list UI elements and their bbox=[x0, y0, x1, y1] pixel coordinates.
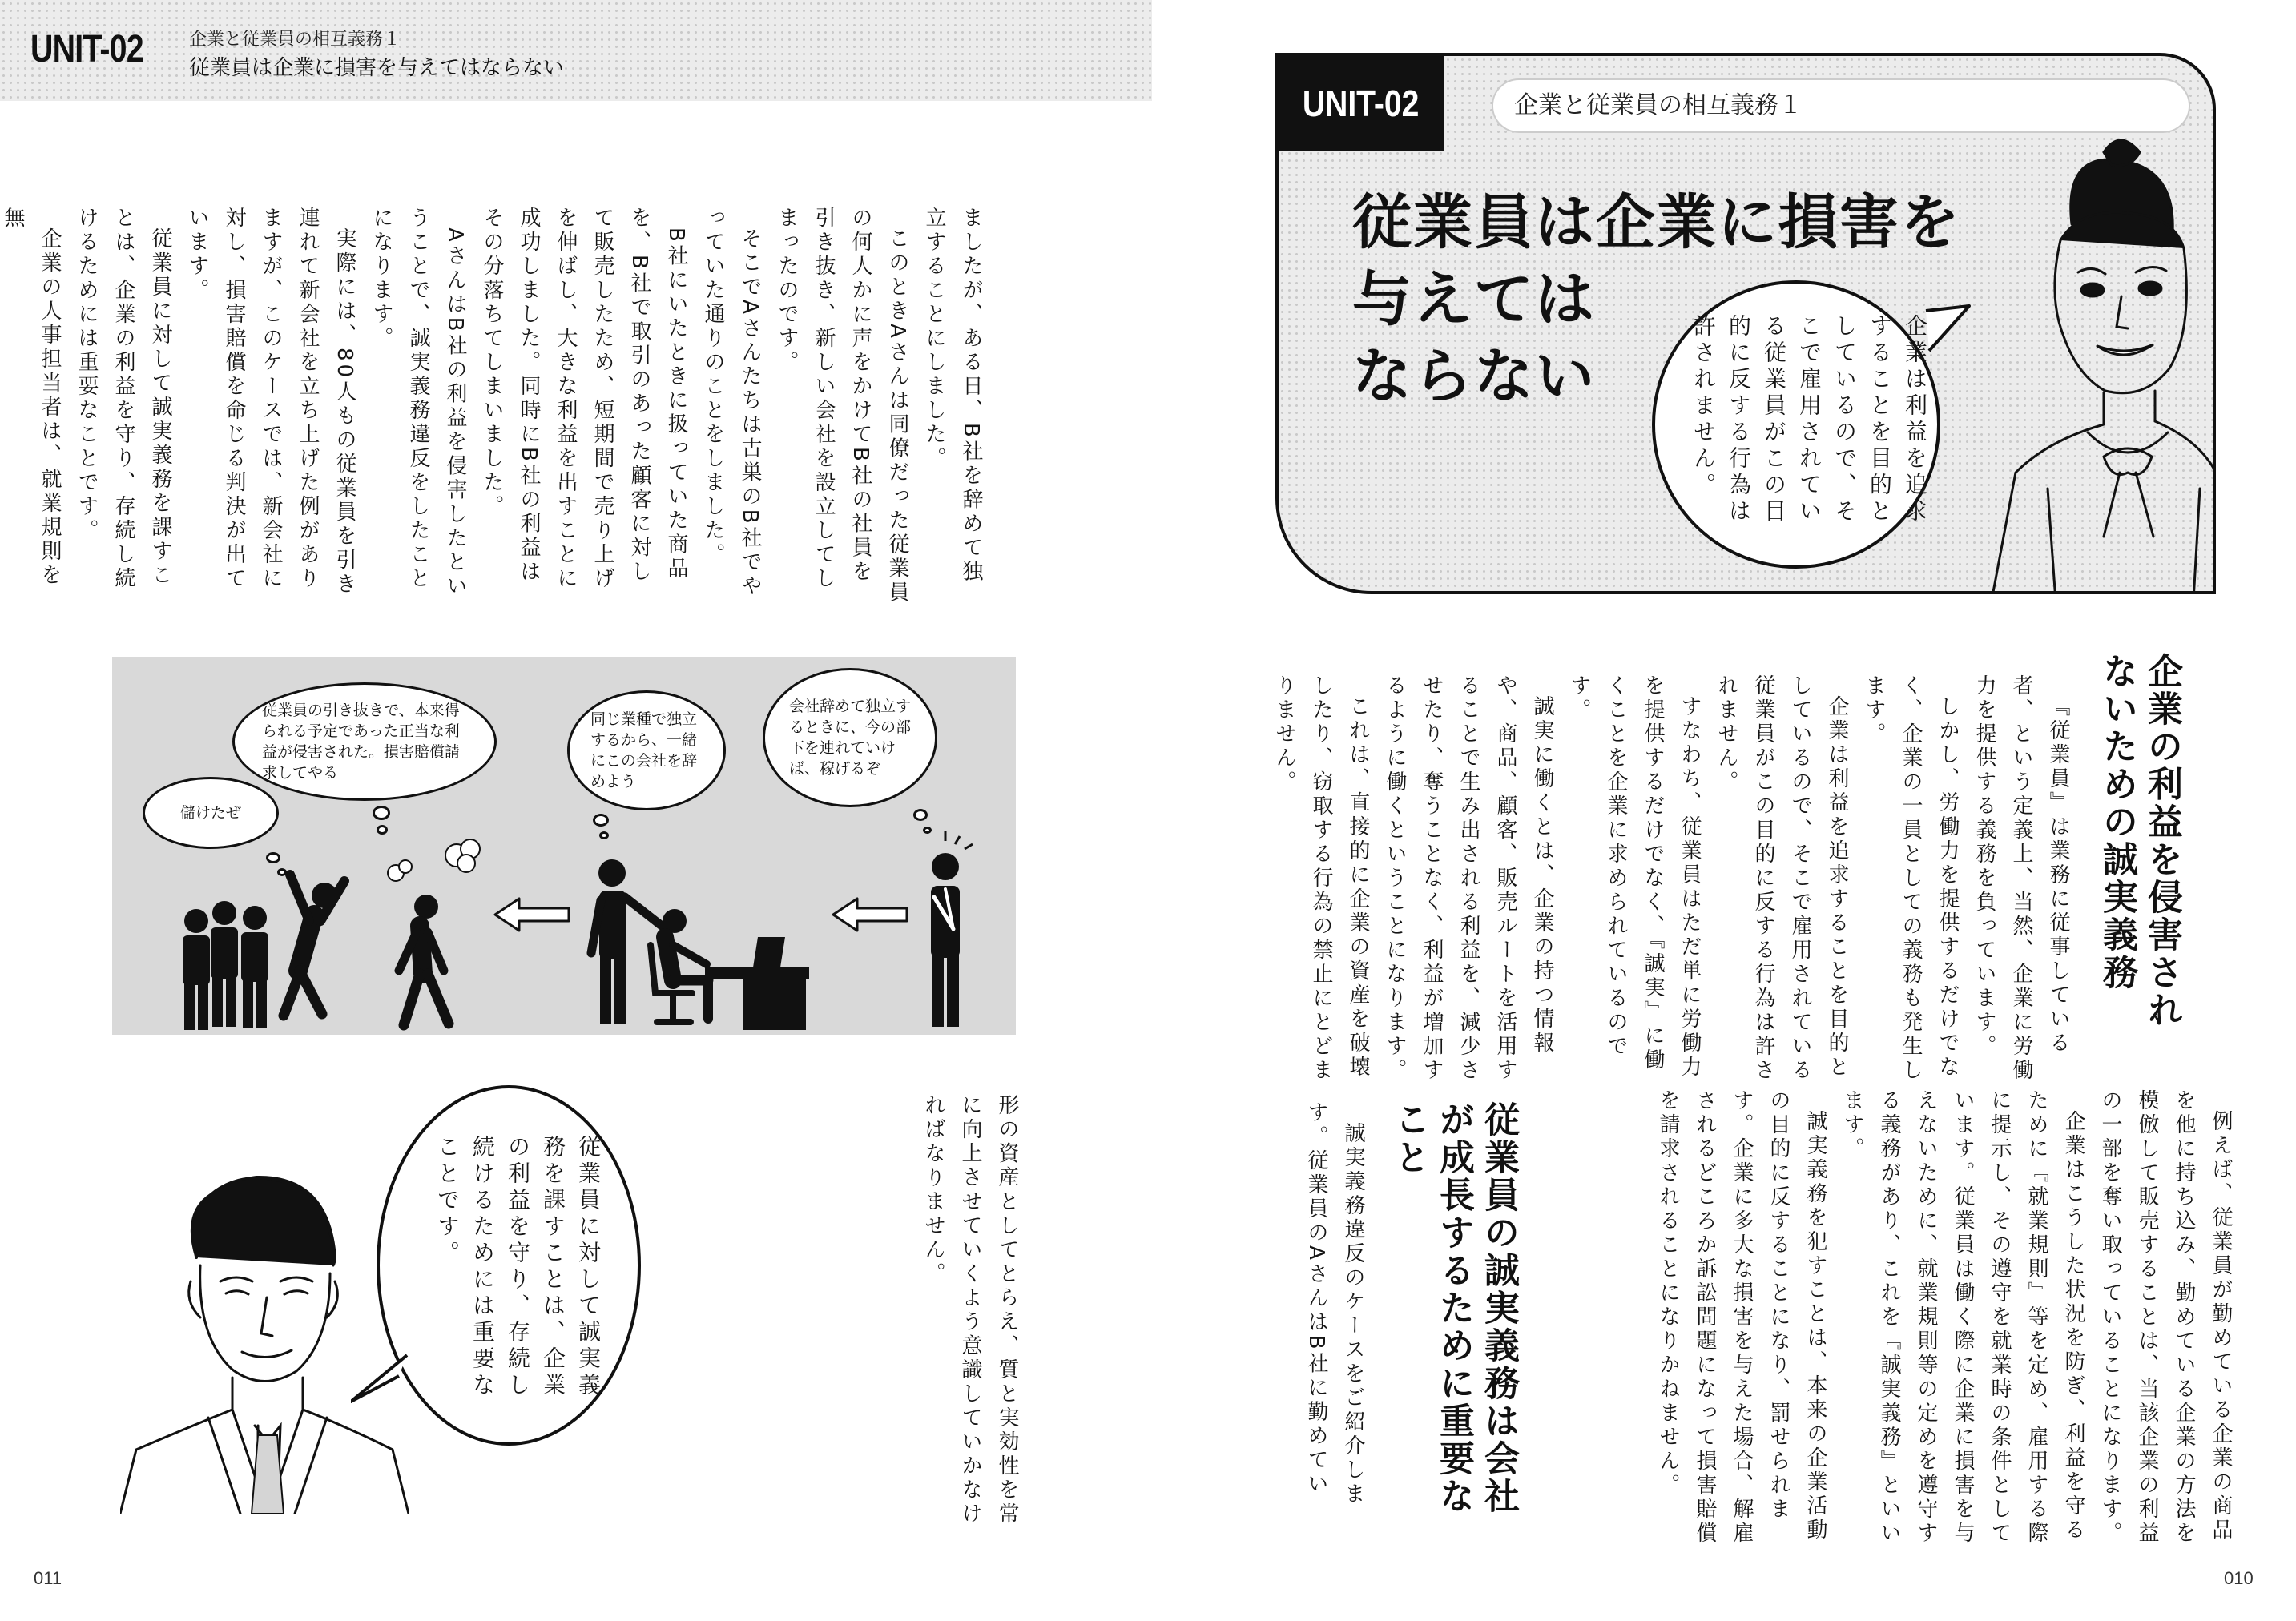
paragraph: 企業の人事担当者は、就業規則を無 bbox=[1, 207, 62, 588]
man-speech-bubble bbox=[377, 1085, 641, 1446]
thought-text: 会社辞めて独立するときに、今の部下を連れていけば、稼げるぞ bbox=[789, 698, 912, 778]
woman-speech-bubble bbox=[1652, 280, 1940, 569]
businessman-illustration bbox=[120, 1137, 409, 1514]
paragraph: 実際には、80人もの従業員を引き連れて新会社を立ち上げた例がありますが、このケースでは、新会社に対し、損害賠償を命じる判決が出ています。 bbox=[185, 207, 356, 597]
paragraph: 企業はこうした状況を防ぎ、利益を守るために『就業規則』等を定め、雇用する際に提示し、その遵守を就業時の条件としています。従業員は働く際に企業に損害を与えないために、就業規則等の定めを遵守する義務があり、これを『誠実義務』といいます。 bbox=[1840, 1089, 2085, 1546]
left-upper-body bbox=[1, 207, 989, 607]
header-subtitle-pill: 企業と従業員の相互義務１ bbox=[1492, 78, 2190, 133]
unit-label: UNIT-02 bbox=[30, 28, 143, 70]
unit-label-block bbox=[1279, 56, 1444, 151]
angry-person-icon bbox=[399, 895, 449, 1025]
section-heading-integrity: 企業の利益を侵害されないための誠実義務 bbox=[2097, 653, 2182, 1029]
paragraph: AさんはB社の利益を侵害したということで、誠実義務違反をしたことになります。 bbox=[369, 207, 467, 599]
thought-text: 従業員の引き抜きで、本来得られる予定であった正当な利益が侵害された。損害賠償請求してやる bbox=[262, 702, 461, 782]
paragraph: 誠実義務違反のケースをご紹介します。従業員のAさんはB社に勤めてい bbox=[1304, 1101, 1365, 1506]
necktie-icon bbox=[252, 1435, 284, 1514]
woman-speech-text: 企業は利益を追求することを目的としているので、そこで雇用されている従業員がこの目的に反する行為は許されません。 bbox=[1690, 314, 1928, 525]
paragraph: しかし、労働力を提供するだけでなく、企業の一員としての義務も発生します。 bbox=[1862, 674, 1960, 1083]
paragraph: このときAさんは同僚だった従業員の何人かに声をかけてB社の社員を引き抜き、新しい会社を設立してしまったのです。 bbox=[775, 207, 909, 605]
section2-body bbox=[1291, 1101, 1372, 1550]
paragraph: 従業員に対して誠実義務を課すことは、企業の利益を守り、存続し続けるためには重要なことです。 bbox=[75, 207, 172, 591]
paragraph: 誠実義務を犯すことは、本来の企業活動の目的に反することになり、罰せられます。企業に多大な損害を与えた場合、解雇されるどころか訴訟問題になって損害賠償を請求されることになりかねません。 bbox=[1656, 1089, 1827, 1546]
bubble-tail bbox=[351, 1354, 415, 1418]
header-subtitle: 企業と従業員の相互義務１ bbox=[189, 30, 401, 50]
page-number-left: 011 bbox=[34, 1568, 62, 1588]
left-page-header bbox=[0, 0, 1152, 101]
title-line: 従業員は企業に損害を bbox=[1352, 188, 1961, 257]
section1-body bbox=[1272, 674, 2076, 1091]
pictograms bbox=[112, 657, 1016, 1035]
title-line: 与えては bbox=[1352, 265, 1596, 334]
anger-puff-icon bbox=[388, 839, 480, 881]
boss-and-worker-icon bbox=[591, 859, 809, 1030]
paragraph: 誠実に働くとは、企業の持つ情報や、商品、顧客、販売ルートを活用することで生み出される利益を、減少させたり、奪うことなく、利益が増加するように働くということになります。 bbox=[1383, 674, 1554, 1083]
bubble-tail bbox=[1923, 303, 1971, 367]
paragraph: B社にいたときに扱っていた商品を、B社で取引のあった顧客に対して販売したため、短期間で売り上げを伸ばし、大きな利益を出すことに成功しました。同時にB社の利益はその分落ちてしまいました。 bbox=[480, 207, 688, 591]
paragraph: すなわち、従業員はただ単に労働力を提供するだけでなく、『誠実』に働くことを企業に求められているのです。 bbox=[1567, 674, 1702, 1080]
arrow-left-icon bbox=[833, 899, 907, 931]
thought-text: 儲けたぜ bbox=[179, 804, 241, 822]
section1-continued-body bbox=[1518, 1089, 2239, 1554]
unit-label: UNIT-02 bbox=[1303, 82, 1420, 124]
title-line: ならない bbox=[1352, 342, 1596, 411]
left-lower-body bbox=[913, 1094, 1025, 1543]
group-of-people-icon bbox=[183, 901, 268, 1030]
paragraph: 例えば、従業員が勤めている企業の商品を他に持ち込み、勤めている企業の方法を模倣して販売することは、当該企業の利益の一部を奪い取っていることになります。 bbox=[2098, 1089, 2233, 1546]
page-number-right: 010 bbox=[2224, 1568, 2254, 1588]
paragraph: 企業は利益を追求することを目的としているので、そこで雇用されている従業員がこの目的に反する行為は許されません。 bbox=[1714, 674, 1849, 1083]
thinking-person-icon bbox=[931, 853, 960, 1027]
arrow-left-icon bbox=[495, 899, 569, 931]
cheering-person-icon bbox=[284, 875, 344, 1016]
paragraph: これは、直接的に企業の資産を破壊したり、窃取する行為の禁止にとどまりません。 bbox=[1272, 674, 1370, 1083]
paragraph: 『従業員』は業務に従事している者、という定義上、当然、企業に労働力を提供する義務を負っています。 bbox=[1972, 674, 2070, 1083]
section-heading-growth: 従業員の誠実義務は会社が成長するために重要なこと bbox=[1388, 1101, 1519, 1515]
paragraph: ましたが、ある日、B社を辞めて独立することにしました。 bbox=[922, 207, 983, 585]
illustration-diagram bbox=[112, 657, 1016, 1035]
businesswoman-illustration bbox=[1984, 136, 2216, 594]
thought-text: 同じ業種で独立するから、一緒にこの会社を辞めよう bbox=[590, 710, 698, 790]
header-title: 従業員は企業に損害を与えてはならない bbox=[189, 56, 565, 80]
paragraph: そこでAさんたちは古巣のB社でやっていた通りのことをしました。 bbox=[701, 207, 762, 599]
idea-spark-icon bbox=[945, 831, 973, 849]
paragraph: 形の資産としてとらえ、質と実効性を常に向上させていくよう意識していかなければなりません。 bbox=[921, 1094, 1019, 1526]
man-speech-text: 従業員に対して誠実義務を課すことは、企業の利益を守り、存続し続けるためには重要なことです。 bbox=[434, 1135, 602, 1399]
